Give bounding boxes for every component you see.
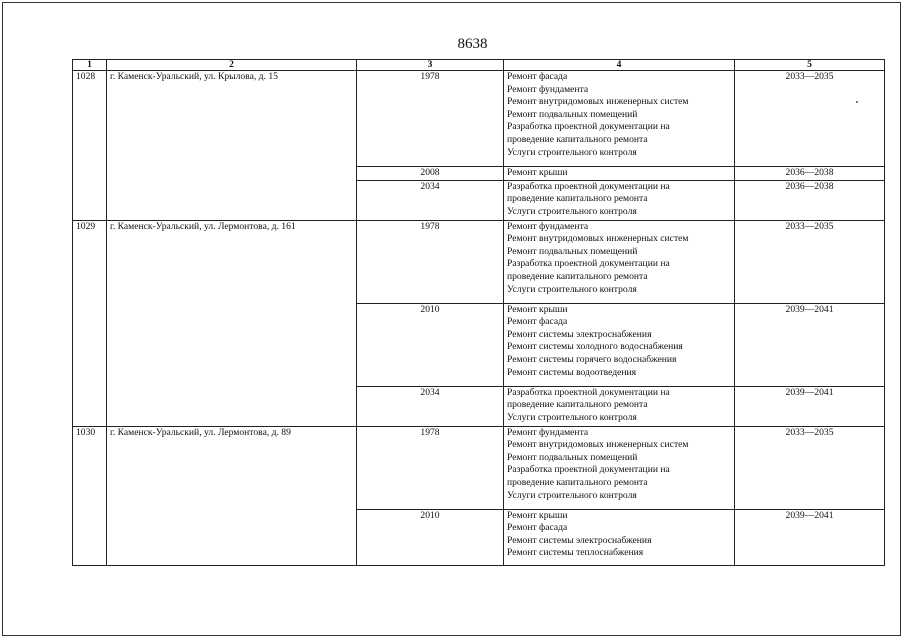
work-item: Ремонт фундамента [507,426,589,438]
work-item: Разработка проектной документации на [507,121,670,133]
table-body [73,71,885,566]
work-item: Ремонт подвальных помещений [507,245,638,257]
works-list [504,509,735,565]
work-item: Ремонт крыши [507,303,568,315]
work-item: Ремонт системы электроснабжения [507,534,652,546]
work-item: проведение капитального ремонта [507,270,648,282]
work-item: Ремонт внутридомовых инженерных систем [507,439,689,451]
column-header: 5 [735,60,885,71]
works-list [504,180,735,220]
works-list [504,220,735,303]
repair-year: 2034 [357,180,504,220]
work-item: Услуги строительного контроля [507,283,637,295]
building-address: г. Каменск-Уральский, ул. Лермонтова, д. 89 [107,426,357,565]
work-item: Услуги строительного контроля [507,146,637,158]
work-item: Ремонт крыши [507,167,568,178]
works-list [504,303,735,386]
column-header: 4 [504,60,735,71]
repair-period: 2039—2041 [735,386,885,426]
row-number: 1030 [73,426,107,565]
column-header: 1 [73,60,107,71]
work-item: Ремонт системы теплоснабжения [507,547,644,559]
repair-period: 2033—2035 [735,426,885,509]
repair-period: 2033—2035 [735,220,885,303]
table-row [73,220,885,303]
repair-year: 1978 [357,71,504,167]
work-item: проведение капитального ремонта [507,476,648,488]
work-item: Ремонт фундамента [507,220,589,232]
repair-period: 2039—2041 [735,509,885,565]
work-item: Ремонт фасада [507,522,568,534]
work-item: Ремонт крыши [507,509,568,521]
repair-year: 1978 [357,426,504,509]
header-row [73,60,885,71]
repair-year: 2034 [357,386,504,426]
capital-repair-table [72,59,885,566]
work-item: Ремонт подвальных помещений [507,451,638,463]
repair-period: 2036—2038 [735,167,885,181]
work-item: Ремонт внутридомовых инженерных систем [507,233,689,245]
building-address: г. Каменск-Уральский, ул. Крылова, д. 15 [107,71,357,221]
repair-period: 2039—2041 [735,303,885,386]
table-row [73,426,885,509]
work-item: Ремонт фасада [507,316,568,328]
work-item: Разработка проектной документации на [507,180,670,192]
work-item: Услуги строительного контроля [507,205,637,217]
work-item: проведение капитального ремонта [507,193,648,205]
column-header: 2 [107,60,357,71]
column-header: 3 [357,60,504,71]
repair-period: 2033—2035 [735,71,885,167]
works-list [504,167,735,181]
work-item: Услуги строительного контроля [507,411,637,423]
work-item: Ремонт системы водоотведения [507,366,637,378]
table-row [73,71,885,167]
repair-year: 2010 [357,509,504,565]
repair-year: 2008 [357,167,504,181]
work-item: Ремонт системы горячего водоснабжения [507,353,677,365]
work-item: проведение капитального ремонта [507,133,648,145]
work-item: Разработка проектной документации на [507,386,670,398]
row-number: 1028 [73,71,107,221]
work-item: Разработка проектной документации на [507,258,670,270]
works-list [504,386,735,426]
work-item: Ремонт подвальных помещений [507,108,638,120]
repair-period: 2036—2038 [735,180,885,220]
page-number: 8638 [457,36,488,52]
work-item: проведение капитального ремонта [507,399,648,411]
repair-year: 1978 [357,220,504,303]
repair-year: 2010 [357,303,504,386]
work-item: Услуги строительного контроля [507,489,637,501]
work-item: Ремонт фасада [507,71,568,82]
work-item: Ремонт системы электроснабжения [507,328,652,340]
work-item: Ремонт системы холодного водоснабжения [507,341,683,353]
work-item: Разработка проектной документации на [507,464,670,476]
works-list [504,426,735,509]
work-item: Ремонт фундамента [507,83,589,95]
work-item: Ремонт внутридомовых инженерных систем [507,96,689,108]
works-list [504,71,735,167]
row-number: 1029 [73,220,107,426]
building-address: г. Каменск-Уральский, ул. Лермонтова, д. 161 [107,220,357,426]
